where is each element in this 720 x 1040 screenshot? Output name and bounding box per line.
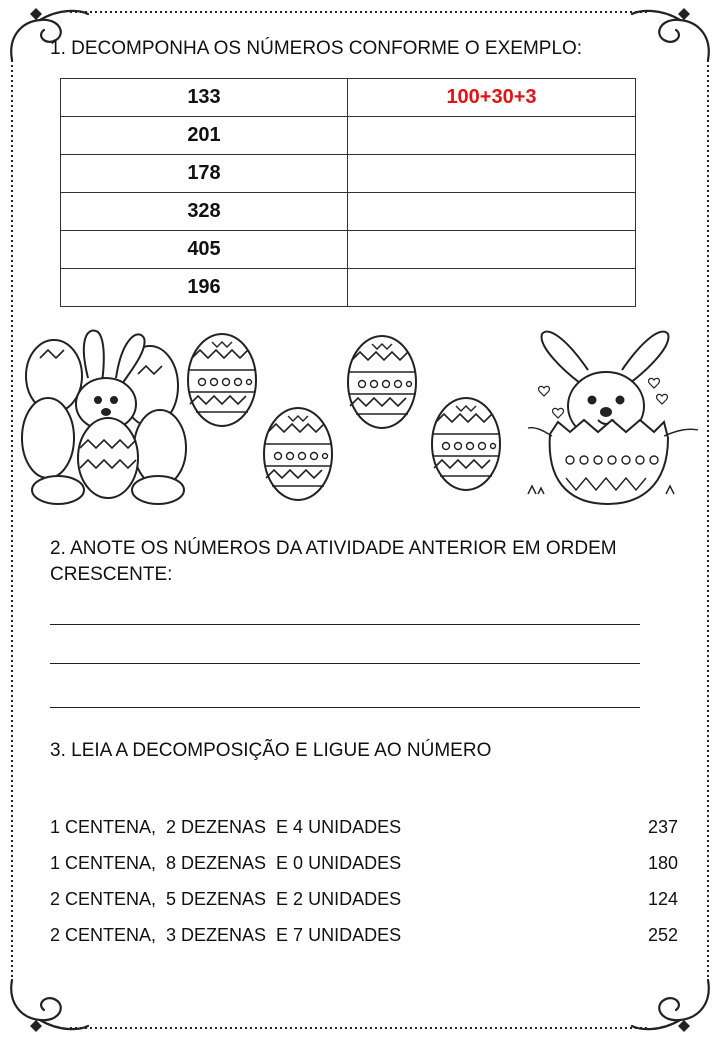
number-cell: 196 — [61, 269, 348, 307]
number-cell: 178 — [61, 155, 348, 193]
answer-line[interactable] — [50, 663, 640, 664]
answer-cell[interactable] — [348, 269, 636, 307]
table-row — [61, 155, 636, 193]
answer-cell[interactable] — [348, 117, 636, 155]
answer-cell[interactable] — [348, 231, 636, 269]
number-cell: 405 — [61, 231, 348, 269]
number-item[interactable]: 180 — [647, 853, 678, 873]
question-3-title: 3. LEIA A DECOMPOSIÇÃO E LIGUE AO NÚMERO — [50, 740, 492, 761]
easter-bunny-with-eggs-icon — [22, 331, 186, 504]
table-row — [61, 117, 636, 155]
match-row — [50, 925, 678, 949]
decomposition-item[interactable]: 2 CENTENA, 3 DEZENAS E 7 UNIDADES — [50, 925, 402, 945]
table-row — [61, 231, 636, 269]
number-cell: 328 — [61, 193, 348, 231]
number-cell: 133 — [61, 79, 348, 117]
decomposition-table — [60, 78, 636, 307]
table-row — [61, 193, 636, 231]
match-row — [50, 853, 678, 877]
question-1-title: 1. DECOMPONHA OS NÚMEROS CONFORME O EXEMPLO: — [50, 38, 583, 59]
table-row — [61, 79, 636, 117]
match-row — [50, 817, 678, 841]
number-item[interactable]: 252 — [647, 925, 678, 945]
decomposition-item[interactable]: 2 CENTENA, 5 DEZENAS E 2 UNIDADES — [50, 889, 402, 909]
answer-cell[interactable]: 100+30+3 — [348, 79, 636, 117]
easter-bunny-in-egg-icon — [528, 332, 698, 504]
number-item[interactable]: 237 — [647, 817, 678, 837]
answer-cell[interactable] — [348, 193, 636, 231]
number-item[interactable]: 124 — [647, 889, 678, 909]
decomposition-item[interactable]: 1 CENTENA, 2 DEZENAS E 4 UNIDADES — [50, 817, 402, 837]
table-row — [61, 269, 636, 307]
match-row — [50, 889, 678, 913]
answer-line[interactable] — [50, 707, 640, 708]
easter-egg-icon — [188, 334, 500, 500]
answer-line[interactable] — [50, 624, 640, 625]
easter-illustration — [18, 318, 708, 518]
answer-cell[interactable] — [348, 155, 636, 193]
number-cell: 201 — [61, 117, 348, 155]
decomposition-item[interactable]: 1 CENTENA, 8 DEZENAS E 0 UNIDADES — [50, 853, 402, 873]
question-2-title: 2. ANOTE OS NÚMEROS DA ATIVIDADE ANTERIOR EM ORDEM CRESCENTE: — [50, 538, 617, 585]
